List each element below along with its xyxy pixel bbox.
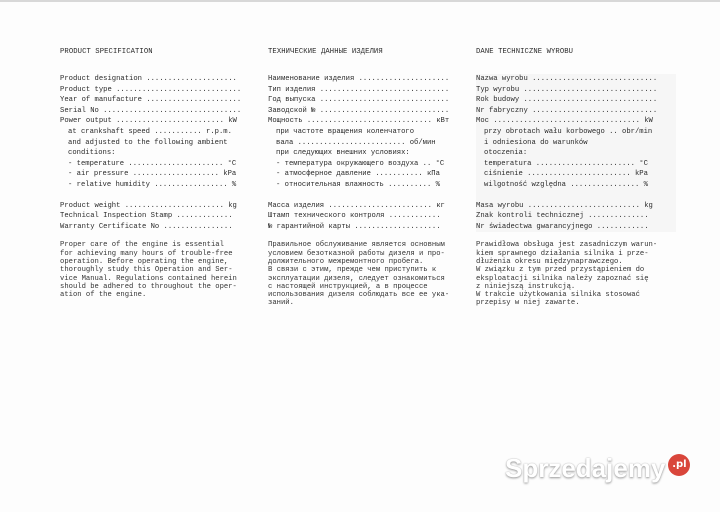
spec-row: Masa wyrobu .......................... kg [476,201,653,210]
spec-row: при следующих внешних условиях: [276,149,410,158]
spacer [268,191,468,201]
spec-row: temperatura ....................... °C [484,159,648,168]
spec-row: Warranty Certificate No ................ [60,222,233,231]
care-paragraph: Proper care of the engine is essential for achieving many hours of trouble-free operation. Before operating the engine, thoroughly study this Operation and Ser- vice Manual. Regulations contained herein should be adhered to throughout the oper- ation of the engine. [60,241,237,300]
watermark-logo: Sprzedajemy [505,453,666,483]
spec-row: Nr fabryczny ............................. [476,106,658,115]
spec-row: Тип изделия .............................. [268,85,450,94]
watermark [505,452,690,484]
spec-row: Moc .................................. kW [476,117,653,126]
spec-row: Typ wyrobu ............................... [476,85,658,94]
spec-row: Масса изделия ........................ кг [268,201,445,210]
spec-row: at crankshaft speed ........... r.p.m. [68,127,232,136]
spec-row: Serial No ................................ [60,106,242,115]
section-title: DANE TECHNICZNE WYROBU [476,48,574,56]
spec-row: - relative humidity ................. % [68,180,237,189]
spec-row: при частоте вращения коленчатого [276,127,415,136]
russian-column [268,48,468,308]
spec-row: and adjusted to the following ambient [68,138,228,147]
spec-row: - атмосферное давление ........... кПа [276,170,440,179]
spec-row: Product weight ....................... kg [60,201,237,210]
spec-fields [268,74,468,232]
spec-row: Power output ......................... kW [60,117,237,126]
care-paragraph: Prawidłowa obsługa jest zasadniczym warun- kiem sprawnego działania silnika i prze- dłużenia okresu międzynaprawczego. W związku z tym przed przystąpieniem do eksploatacji silnika należy zapoznać się z niniejszą instrukcją. W trakcie użytkowania silnika stosować przepisy w niej zawarte. [476,241,658,308]
spec-row: conditions: [68,149,116,158]
spec-row: Наименование изделия ..................... [268,75,450,83]
spec-row: Product designation ..................... [60,75,237,83]
spec-row: przy obrotach wału korbowego .. obr/min [484,127,653,136]
spec-row: Год выпуска .............................. [268,96,450,105]
spec-row: Technical Inspection Stamp ............. [60,212,233,221]
spec-row: wilgotność względna ................ % [484,180,648,189]
scan-edge [0,0,720,2]
spec-row: - air pressure .................... kPa [68,170,237,179]
spec-row: № гарантийной карты .................... [268,222,441,231]
watermark-badge: .pl [668,454,690,476]
spec-row: Штамп технического контроля ............ [268,212,441,221]
polish-column [476,48,676,308]
spec-row: Rok budowy ............................... [476,96,658,105]
spacer [476,191,676,201]
spec-row: Заводской № .............................. [268,106,450,115]
spec-row: - температура окружающего воздуха .. °C [276,159,445,168]
spec-row: i odniesiona do warunków [484,138,588,147]
spec-row: Product type ............................. [60,85,242,94]
spec-row: Мощность ............................. кВт [268,117,450,126]
spec-row: - temperature ...................... °C [68,159,237,168]
spec-fields [60,74,260,232]
spec-row: ciśnienie ........................ kPa [484,170,648,179]
spec-row: - относительная влажность .......... % [276,180,440,189]
care-paragraph: Правильное обслуживание является основным условием безотказной работы дизеля и про- должительного межремонтного пробега. В связи с этим, прежде чем приступить к эксплуатации дизеля, следует ознакомиться с настоящей инструкцией, а в процессе использования дизеля соблюдать все ее ука- заний. [268,241,450,308]
section-title: ТЕХНИЧЕСКИЕ ДАННЫЕ ИЗДЕЛИЯ [268,48,383,56]
english-column [60,48,260,299]
spec-row: otoczenia: [484,149,528,158]
spacer [60,191,260,201]
spec-row: Znak kontroli technicznej .............. [476,212,649,221]
spec-row: вала ......................... об/мин [276,138,436,147]
spec-row: Year of manufacture ...................... [60,96,242,105]
section-title: PRODUCT SPECIFICATION [60,48,153,56]
spec-fields [476,74,676,232]
spec-row: Nr świadectwa gwarancyjnego ............ [476,222,649,231]
spec-row: Nazwa wyrobu ............................. [476,75,658,83]
